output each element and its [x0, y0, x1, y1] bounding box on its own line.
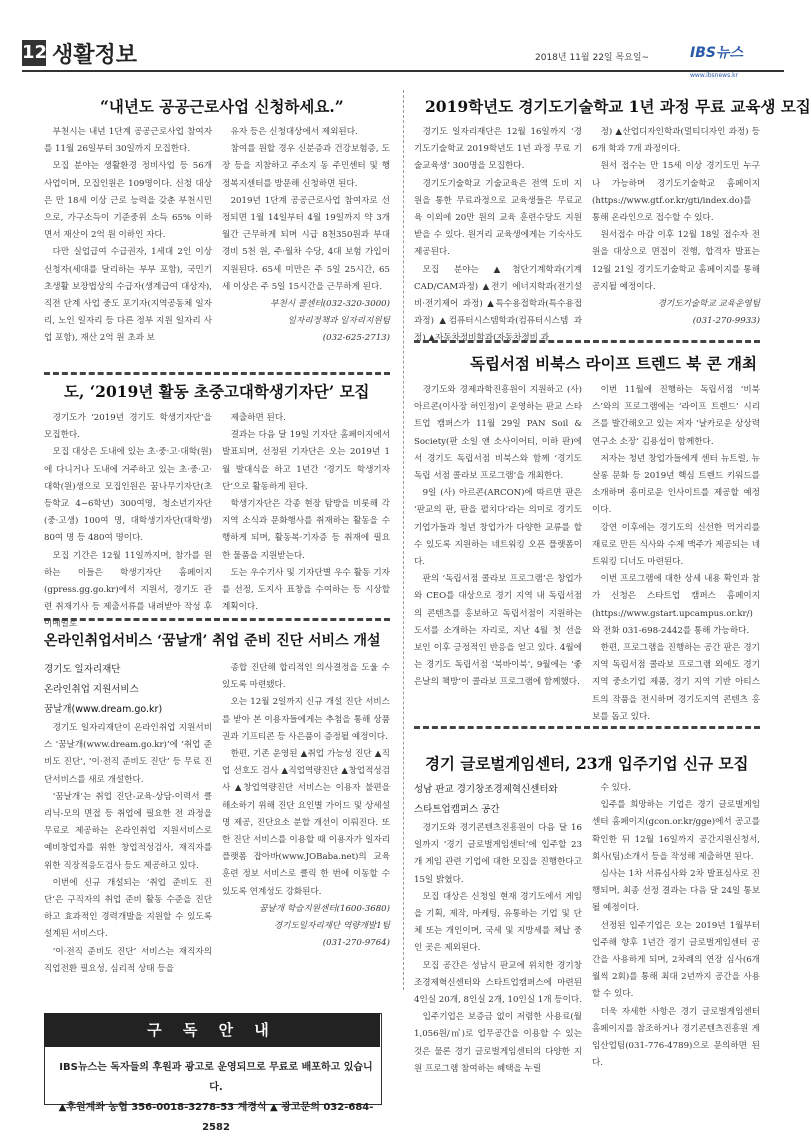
paragraph: 경기도가 ‘2019년 경기도 학생기자단’을 모집한다.: [44, 413, 212, 441]
paragraph: 오는 12월 2일까지 신규 개설 진단 서비스를 받아 본 이용자들에게는 추첨을 통해 상품권과 기프티콘 등 사은품이 증정될 예정이다.: [222, 697, 390, 742]
subscription-line: ▲후원계좌 농협 356-0018-3278-53 계경식 ▲ 광고문의 032-684-2582: [58, 1102, 374, 1133]
contact: (032-625-2713): [322, 333, 390, 344]
contact: 일자리정책과 일자리지원팀: [287, 316, 390, 327]
divider: [44, 618, 390, 621]
column-divider: [403, 90, 404, 990]
paragraph: 모집 기간은 12월 11일까지며, 참가를 원하는 이들은 학생기자단 홈페이지(gpress.gg.go.kr)에서 지원서, 경기도 관련 취재기사 등 제출서류를 내려받아 작성 후 이메일로: [44, 550, 212, 630]
paragraph: 제출하면 된다.: [230, 413, 286, 423]
paragraph: 학생기자단은 각종 현장 탐방을 비롯해 각 지역 소식과 문화행사를 취재하는 활동을 수행하게 되며, 활동복·기자증 등 취재에 필요한 물품을 지원받는다.: [222, 499, 390, 561]
article4-col2: [592, 124, 760, 332]
contact: 경기도일자리재단 역량개발1팀: [273, 921, 390, 932]
paragraph: 도는 우수기사 및 기자단별 우수 활동 기자를 선정, 도지사 표창을 수여하는 등 시상할 계획이다.: [222, 567, 390, 613]
paragraph: 유자 등은 신청대상에서 제외된다.: [230, 127, 358, 137]
paragraph: 경기도 일자리재단은 12월 16일까지 ‘경기도기술학교 2019학년도 1년 과정 무료 기술교육생’ 300명을 모집한다.: [414, 127, 582, 172]
article4-title: 2019학년도 경기도기술학교 1년 과정 무료 교육생 모집: [425, 97, 811, 116]
paragraph: 이번 프로그램에 대한 상세 내용 확인과 참가 신청은 스타트업 캠퍼스 홈페이지(https://www.gstart.upcampus.or.kr/)와 전화 031-698-2442를 통해 가능하다.: [592, 574, 760, 636]
divider: [414, 340, 760, 343]
paragraph: 더욱 자세한 사항은 경기 글로벌게임센터 홈페이지를 참조하거나 경기콘텐츠진흥원 게임산업팀(031-776-4789)으로 문의하면 된다.: [592, 1006, 760, 1069]
contact: 꿈날개 학습지원센터(1600-3680): [259, 903, 390, 914]
subheading: 경기도 일자리재단: [44, 664, 121, 675]
logo-url: www.ibsnews.kr: [690, 72, 739, 79]
article5-title: 독립서점 비북스 라이프 트렌드 북 콘 개최: [470, 354, 757, 373]
subscription-text: [56, 1058, 376, 1138]
paragraph: 2019년 1단계 공공근로사업 참여자로 선정되면 1월 14일부터 4월 19일까지 약 3개월간 근무하게 되며 시급 8천350원과 부대 경비 5천 원, 주·월차 수당, 4대 보험 가입이 지원된다. 65세 미만은 주 5일 25시간, 65세 이상은 주 5일 15시간을 근무하게 된다.: [222, 195, 390, 292]
paragraph: 이번에 신규 개설되는 ‘취업 준비도 진단’은 구직자의 취업 준비 활동 수준을 진단하고 효과적인 경력개발을 지원할 수 있도록 설계된 서비스다.: [44, 877, 212, 940]
divider: [44, 372, 390, 375]
contact: 부천시 콜센터(032-320-3000): [270, 299, 390, 310]
article6-col1: [414, 780, 582, 1118]
article3-col1: [44, 660, 212, 996]
paragraph: 원서 접수는 만 15세 이상 경기도민 누구나 가능하며 경기도기술학교 홈페이지(https://www.gtf.or.kr/gti/index.do)를 통해 온라인으로 접수할 수 있다.: [592, 161, 760, 224]
paragraph: 입주를 희망하는 기업은 경기 글로벌게임센터 홈페이지(gcon.or.kr/gge)에서 공고를 확인한 뒤 12월 16일까지 공간지원신청서, 회사(팀)소개서 등을 작성해 제출하면 된다.: [592, 800, 760, 862]
paragraph: 선정된 입주기업은 오는 2019년 1월부터 입주해 향후 1년간 경기 글로벌게임센터 공간을 사용하게 되며, 2차례의 연장 심사(6개월씩 2회)를 통해 최대 2년까지 공간을 사용할 수 있다.: [592, 920, 760, 1000]
article2-col1: [44, 410, 212, 630]
paragraph: 모집 대상은 신청일 현재 경기도에서 게임을 기획, 제작, 마케팅, 유통하는 기업 및 단체 또는 개인이며, 국세 및 지방세를 체납 중인 곳은 제외된다.: [414, 891, 582, 954]
issue-date: 2018년 11월 22일 목요일~: [535, 53, 650, 63]
paragraph: 한편, 기존 운영된 ▲취업 가능성 진단 ▲직업 선호도 검사 ▲직업역량진단 ▲창업적성검사 ▲창업역량진단 서비스는 이용자 불편을 해소하기 위해 진단 요인별 가이드 및 상세설명 제공, 진단요소 분할 개선이 이뤄진다. 또한 진단 서비스를 이용할 때 이용자가 일자리 플랫폼 잡아바(www.JOBaba.net)의 교육 훈련 정보 서비스로 클릭 한 번에 이동할 수 있도록 연계성도 강화된다.: [222, 749, 390, 897]
paragraph: 입주기업은 보증금 없이 저렴한 사용료(월 1,056원/㎡)로 업무공간을 이용할 수 있는 것은 물론 경기 글로벌게임센터의 다양한 지원 프로그램 참여하는 혜택을 누릴: [414, 1012, 582, 1074]
paragraph: 다만 실업급여 수급권자, 1세대 2인 이상 신청자(세대를 달리하는 부부 포함), 국민기초생활 보장법상의 수급자(생계급여 대상자), 직전 단계 사업 중도 포기자(지역공동체 일자리, 노인 일자리 등 다른 정부 지원 일자리 사업 포함), 재산 2억 원 초과 보: [44, 247, 212, 344]
article1-title: “내년도 공공근로사업 신청하세요.”: [100, 97, 344, 116]
article1-col2: [222, 124, 390, 354]
subheading: 스타트업캠퍼스 공간: [414, 804, 500, 815]
paragraph: 강연 이후에는 경기도의 신선한 먹거리를 재료로 만든 식사와 수제 맥주가 제공되는 네트워킹 디너도 마련된다.: [592, 522, 760, 568]
contact: (031-270-9933): [692, 316, 760, 327]
article3-title: 온라인취업서비스 ‘꿈날개’ 취업 준비 진단 서비스 개설: [44, 633, 381, 649]
paragraph: 모집 분야는 생활환경 정비사업 등 56개 사업이며, 모집인원은 109명이다. 신청 대상은 만 18세 이상 근로 능력을 갖춘 부천시민으로, 가구소득이 기준중위 소득 65% 이하면서 재산이 2억 원 이하인 자다.: [44, 161, 212, 241]
paragraph: 모집 공간은 성남시 판교에 위치한 경기창조경제혁신센터와 스타트업캠퍼스에 마련된 4인실 20개, 8인실 2개, 10인실 1개 등이다.: [414, 960, 582, 1006]
paragraph: 수 있다.: [600, 783, 631, 793]
paragraph: 정) ▲산업디자인학과(멀티디자인 과정) 등 6개 학과 7개 과정이다.: [592, 127, 760, 155]
contact: (031-270-9764): [322, 938, 390, 949]
paragraph: ‘이·전직 준비도 진단’ 서비스는 재직자의 직업전환 필요성, 심리적 상태 등을: [44, 946, 212, 974]
logo-text: IBS뉴스: [690, 45, 744, 61]
section-title: 생활정보: [52, 43, 138, 68]
article6-title: 경기 글로벌게임센터, 23개 입주기업 신규 모집: [425, 754, 749, 773]
paragraph: 경기도기술학교 기술교육은 전액 도비 지원을 통한 무료과정으로 교육생들은 무료교육 이외에 20만 원의 교육 훈련수당도 지원받을 수 있다. 원거리 교육생에게는 기숙사도 제공된다.: [414, 178, 582, 258]
article5-col2: [592, 382, 760, 722]
paragraph: 판의 ‘독립서점 콜라보 프로그램’은 창업가와 CEO를 대상으로 경기 지역 내 독립서점의 콘텐츠를 홍보하고 독립서점이 지원하는 도서를 소개하는 자리로, 지난 4월 첫 선을 보인 이후 긍정적인 반응을 얻고 있다. 4월에는 경기도 독립서점 ‘북바이북’, 9월에는 ‘좋은날의 책방’이 콜라보 프로그램에 함께했다.: [414, 574, 582, 688]
subscription-title: 구 독 안 내: [44, 1013, 380, 1047]
subscription-line: IBS뉴스는 독자들의 후원과 광고로 운영되므로 무료로 배포하고 있습니다.: [59, 1062, 373, 1093]
paragraph: 저자는 청년 창업가들에게 센터 뉴트럴, 뉴 살롱 문화 등 2019년 핵심 트렌드 키워드를 소개하며 흥미로운 인사이트를 제공할 예정이다.: [592, 453, 760, 516]
article2-col2: [222, 410, 390, 613]
paragraph: 결과는 다음 달 19일 기자단 홈페이지에서 발표되며, 선정된 기자단은 오는 2019년 1월 발대식을 하고 1년간 ‘경기도 학생기자단’으로 활동하게 된다.: [222, 430, 390, 492]
header-rule: [22, 70, 784, 72]
article5-col1: [414, 382, 582, 688]
article2-title: 도, ‘2019년 활동 초중고대학생기자단’ 모집: [64, 382, 370, 401]
divider: [414, 726, 760, 729]
page-number: 12: [22, 40, 46, 66]
paragraph: 심사는 1차 서류심사와 2차 발표심사로 진행되며, 최종 선정 결과는 다음 달 24일 통보될 예정이다.: [592, 869, 760, 914]
paragraph: 경기도와 경기콘텐츠진흥원이 다음 달 16일까지 ‘경기 글로벌게임센터’에 입주할 23개 게임 관련 기업에 대한 모집을 진행한다고 15일 밝혔다.: [414, 823, 582, 885]
subheading: 꿈날개(www.dream.go.kr): [44, 704, 163, 715]
paragraph: 원서접수 마감 이후 12월 18일 접수자 전원을 대상으로 면접이 진행, 합격자 발표는 12월 21일 경기도기술학교 홈페이지를 통해 공지될 예정이다.: [592, 230, 760, 292]
paragraph: 부천시는 내년 1단계 공공근로사업 참여자를 11월 26일부터 30일까지 모집한다.: [44, 127, 212, 155]
paragraph: 모집 대상은 도내에 있는 초·중·고·대학(원)에 다니거나 도내에 거주하고 있는 초·중·고·대학(원)생으로 모집인원은 꿈나무기자단(초등학교 4~6학년) 300여명, 청소년기자단(중·고생) 100여 명, 대학생기자단(대학생) 80여 명 등 480여 명이다.: [44, 447, 212, 544]
subheading: 성남 판교 경기창조경제혁신센터와: [414, 784, 558, 795]
paragraph: 종합 진단해 합리적인 의사결정을 도울 수 있도록 마련됐다.: [222, 663, 390, 691]
article3-col2: [222, 660, 390, 996]
paragraph: ‘꿈날개’는 취업 진단-교육-상담-이력서 클리닉-모의 면접 등 취업에 필요한 전 과정을 무료로 제공하는 온라인취업 지원서비스로 예비창업자를 위한 창업적성검사, 재직자를 위한 직장적응도검사 등도 제공하고 있다.: [44, 791, 212, 871]
paragraph: 한편, 프로그램을 진행하는 공간 판은 경기 지역 독립서점 콜라보 프로그램 외에도 경기 지역 중소기업 제품, 경기 지역 기반 아티스트의 작품을 전시하며 경기도지역 콘텐츠 홍보를 돕고 있다.: [592, 643, 760, 722]
paragraph: 참여를 원할 경우 신분증과 건강보험증, 도장 등을 지참하고 주소지 동 주민센터 및 행정복지센터를 방문해 신청하면 된다.: [222, 144, 390, 189]
article6-col2: [592, 780, 760, 1118]
logo: [690, 42, 780, 79]
contact: 경기도기술학교 교육운영팀: [657, 299, 760, 310]
paragraph: 경기도와 경제과학진흥원이 지원하고 (사) 아르콘(이사장 허인정)이 운영하는 판교 스타트업 캠퍼스가 11월 29일 PAN Soil & Society(판 소일 앤 소사이어티, 이하 판)에서 경기도 독립서점 비북스와 함께 ‘경기도 독립 서점 콜라보 프로그램’을 개최한다.: [414, 385, 582, 482]
paragraph: 이번 11월에 진행하는 독립서점 ‘비북스’와의 프로그램에는 ‘라이프 트렌드’ 시리즈를 발간해오고 있는 저자 ‘날카로운 상상력 연구소 소장’ 김용섭이 함께한다.: [592, 385, 760, 447]
subheading: 온라인취업 지원서비스: [44, 684, 139, 695]
paragraph: 9일 (사) 아르콘(ARCON)에 따르면 판은 ‘판교의 판, 판을 펼치다’라는 의미로 경기도 기업가들과 청년 창업가가 다양한 교류를 할 수 있도록 지원하는 네트워킹 오픈 플랫폼이다.: [414, 488, 582, 568]
article1-col1: [44, 124, 212, 354]
paragraph: 모집 분야는 ▲첨단기계학과(기계 CAD/CAM과정) ▲전기 에너지학과(전기설비·전기제어 과정) ▲특수용접학과(특수용접 과정) ▲컴퓨터시스템학과(컴퓨터시스템 과정) ▲자동차정비학과(자동차정비 과: [414, 264, 582, 344]
paragraph: 경기도 일자리재단이 온라인취업 지원서비스 ‘꿈날개(www.dream.go.kr)’에 ‘취업 준비도 진단’, ‘이·전직 준비도 진단’ 등 무료 진단서비스를 새로 개설한다.: [44, 723, 212, 785]
article4-col1: [414, 124, 582, 344]
